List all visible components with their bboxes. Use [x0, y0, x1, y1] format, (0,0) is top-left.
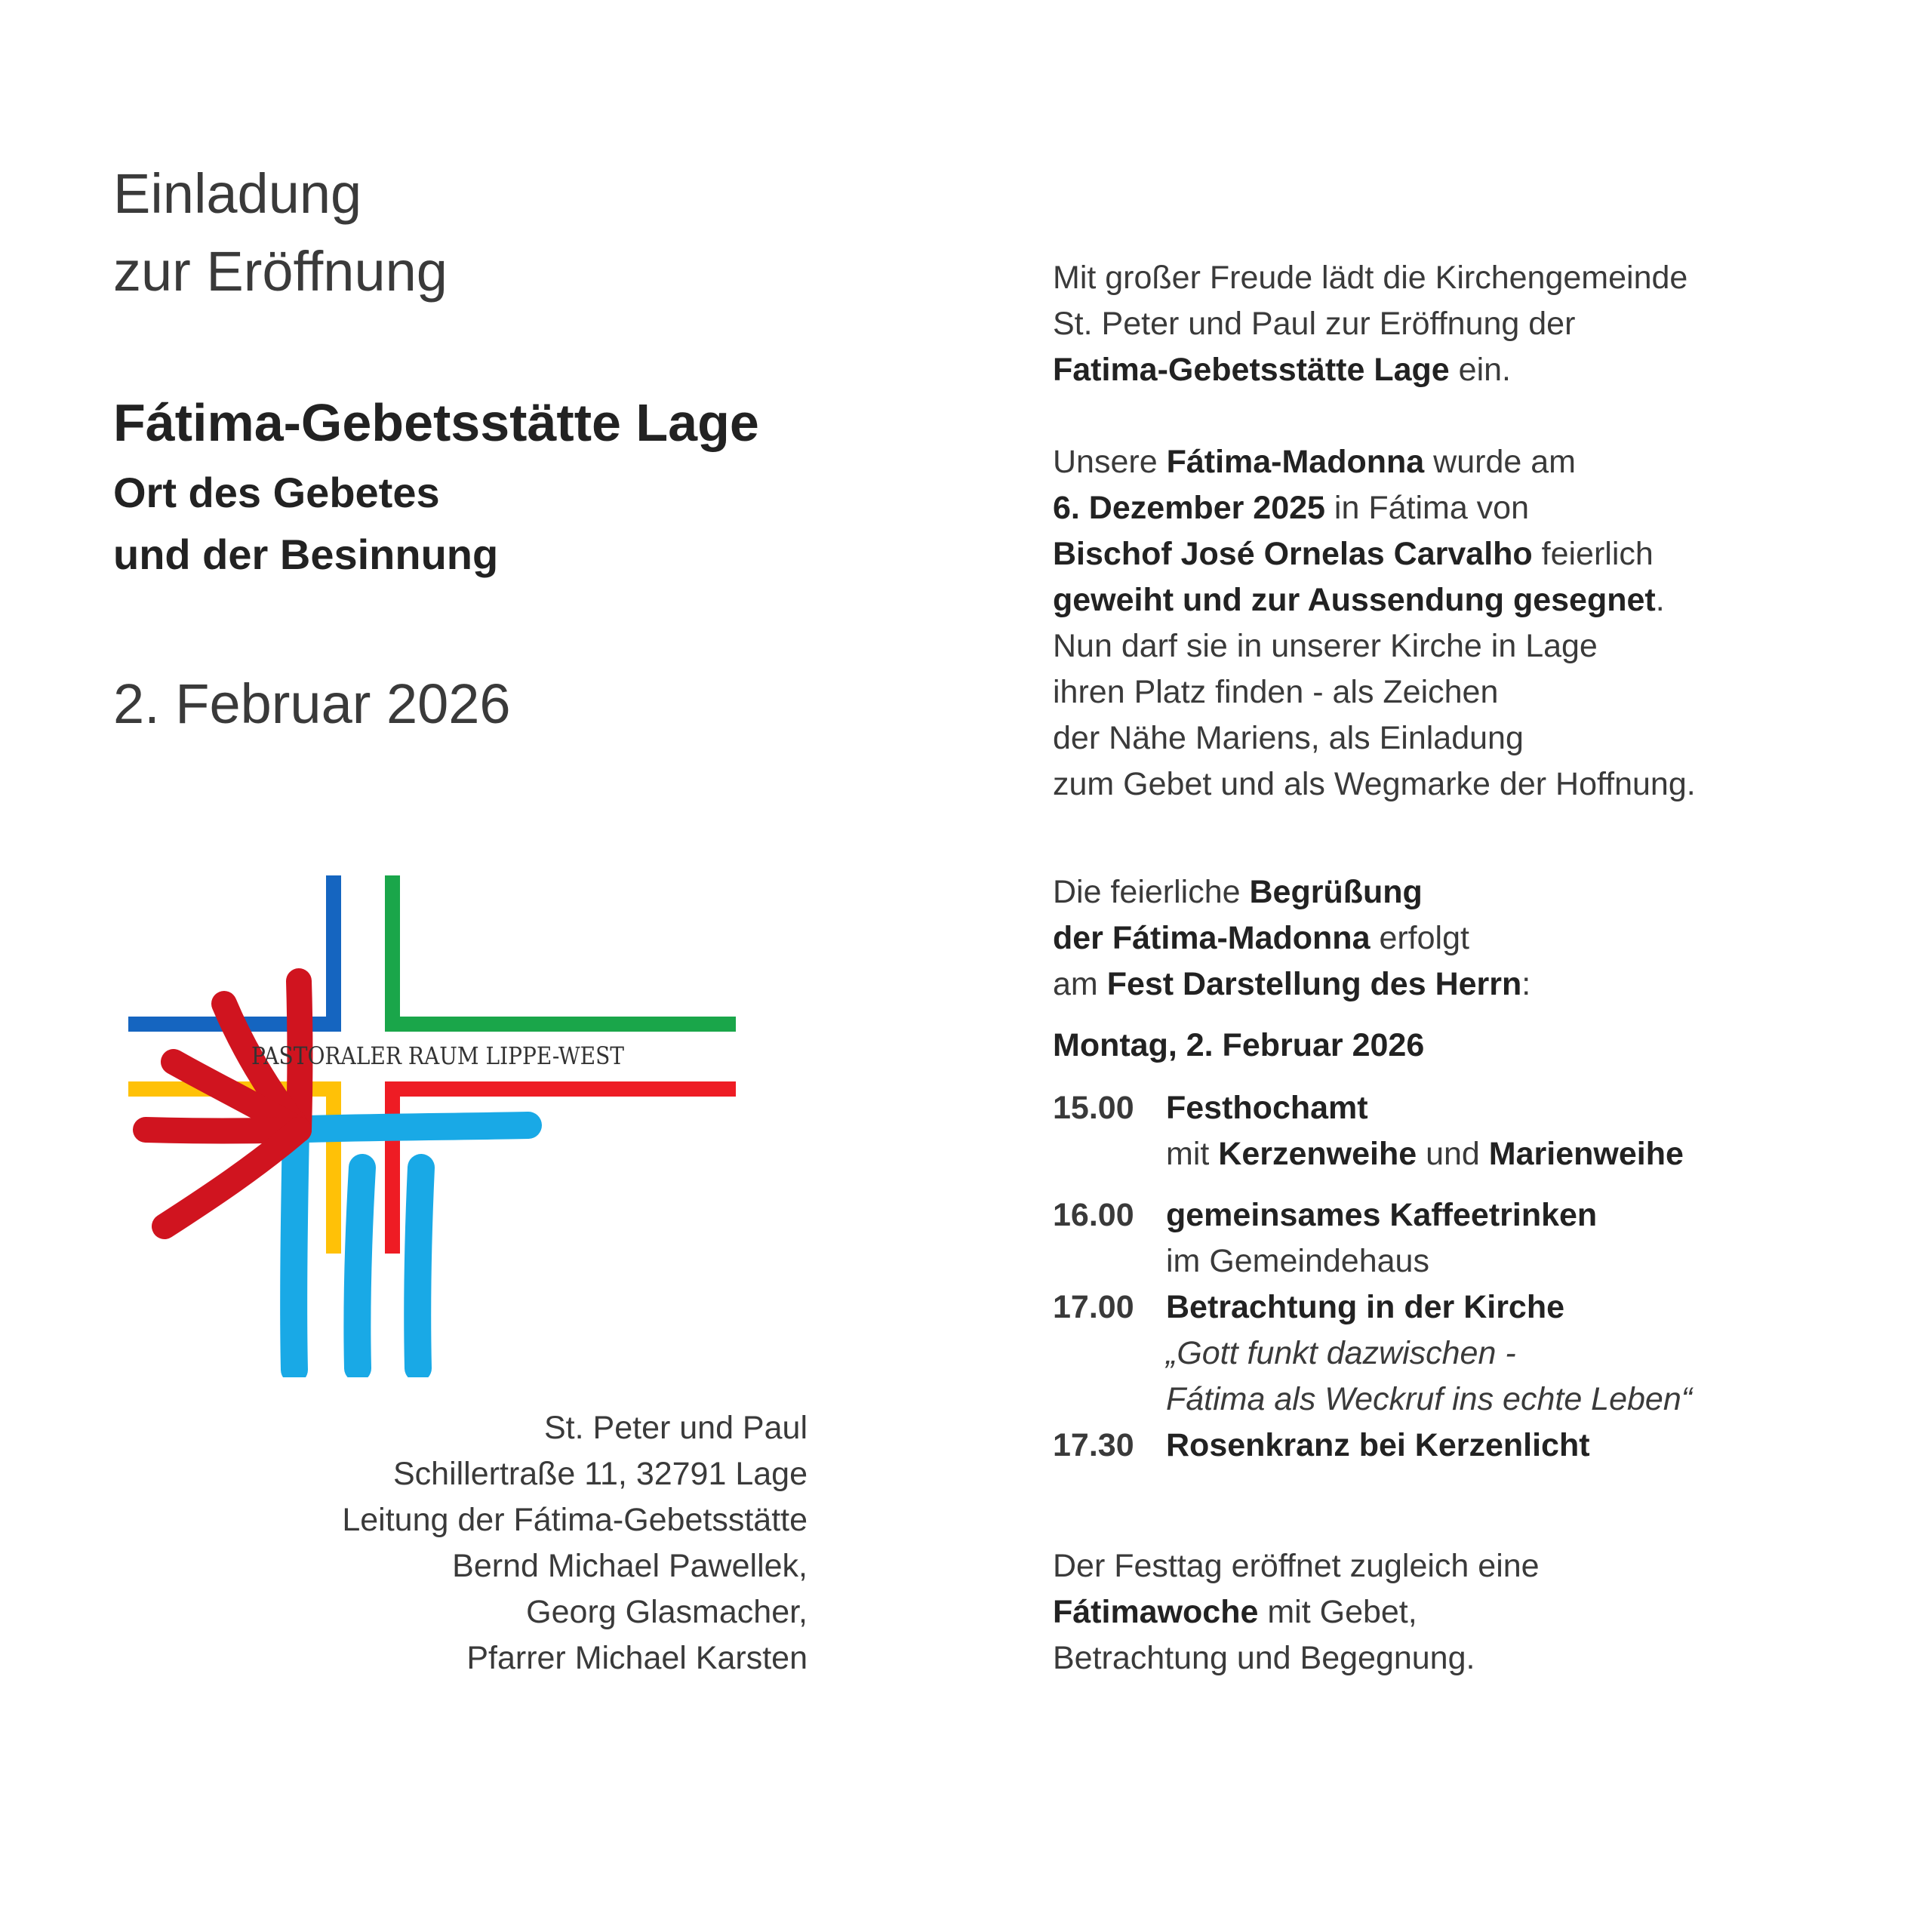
- schedule-title: [1166, 1284, 1692, 1331]
- week-line: [1053, 1589, 1540, 1635]
- schedule-title-text: Betrachtung in der Kirche: [1166, 1289, 1565, 1325]
- address-line: Bernd Michael Pawellek,: [452, 1548, 808, 1584]
- schedule-body: [1166, 1423, 1590, 1469]
- event-date: 2. Februar 2026: [113, 672, 511, 735]
- subtitle-line: Ort des Gebetes: [113, 469, 440, 516]
- welcome-bold: Begrüßung: [1249, 874, 1423, 910]
- schedule-title-text: gemeinsames Kaffeetrinken: [1166, 1197, 1598, 1233]
- schedule-title-text: Rosenkranz bei Kerzenlicht: [1166, 1427, 1590, 1463]
- address-line: Pfarrer Michael Karsten: [466, 1640, 808, 1676]
- schedule-title-text: Festhochamt: [1166, 1090, 1368, 1126]
- intro-line: [1053, 347, 1687, 393]
- intro-bold: Fatima-Gebetsstätte Lage: [1053, 352, 1450, 388]
- schedule-quote-text: Fátima als Weckruf ins echte Leben“: [1166, 1381, 1693, 1417]
- schedule-time: 17.00: [1053, 1289, 1134, 1325]
- madonna-line: zum Gebet und als Wegmarke der Hoffnung.: [1053, 766, 1696, 802]
- schedule-quote-text: „Gott funkt dazwischen -: [1166, 1335, 1516, 1371]
- address-line: Georg Glasmacher,: [526, 1594, 808, 1630]
- madonna-text: in Fátima von: [1324, 490, 1530, 526]
- schedule-title: [1166, 1192, 1597, 1238]
- contact-address: [342, 1405, 808, 1681]
- madonna-line: [1053, 531, 1696, 577]
- welcome-line: [1053, 869, 1531, 915]
- schedule-quote: [1166, 1377, 1692, 1423]
- welcome-line: [1053, 961, 1531, 1008]
- place-title: Fátima-Gebetsstätte Lage: [113, 393, 759, 452]
- pastoral-area-logo: [128, 849, 747, 1377]
- schedule-detail-text: und: [1417, 1136, 1489, 1172]
- madonna-bold: 6. Dezember 2025: [1053, 490, 1325, 526]
- schedule-body: [1166, 1284, 1692, 1423]
- madonna-bold: geweiht und zur Aussendung gesegnet: [1053, 582, 1656, 618]
- logo-green-bracket: [392, 875, 736, 1024]
- madonna-bold: Bischof José Ornelas Carvalho: [1053, 536, 1533, 572]
- logo-sky-stroke-2: [357, 1168, 362, 1368]
- schedule-detail: im Gemeindehaus: [1166, 1243, 1429, 1279]
- schedule-title: [1166, 1085, 1684, 1131]
- invitation-line: zur Eröffnung: [113, 240, 448, 303]
- logo-sky-stroke-3: [417, 1168, 421, 1368]
- logo-red-ray-4: [165, 1130, 299, 1226]
- madonna-text: Unsere: [1053, 444, 1167, 480]
- place-subtitle: [113, 462, 498, 586]
- welcome-text: :: [1521, 966, 1531, 1002]
- welcome-line: [1053, 915, 1531, 961]
- logo-text: PASTORALER RAUM LIPPE-WEST: [251, 1041, 625, 1070]
- schedule-title: [1166, 1423, 1590, 1469]
- madonna-line: der Nähe Mariens, als Einladung: [1053, 720, 1524, 756]
- intro-line: St. Peter und Paul zur Eröffnung der: [1053, 306, 1576, 342]
- welcome-paragraph: [1053, 869, 1531, 1008]
- logo-sky-stroke-1: [294, 1130, 296, 1370]
- madonna-line: [1053, 485, 1696, 531]
- week-line: Betrachtung und Begegnung.: [1053, 1640, 1475, 1676]
- madonna-line: Nun darf sie in unserer Kirche in Lage: [1053, 628, 1598, 664]
- madonna-line: ihren Platz finden - als Zeichen: [1053, 674, 1499, 710]
- schedule-time: 16.00: [1053, 1197, 1134, 1233]
- week-bold: Fátimawoche: [1053, 1594, 1259, 1630]
- schedule-detail: [1166, 1131, 1684, 1177]
- schedule-body: [1166, 1085, 1684, 1177]
- subtitle-line: und der Besinnung: [113, 531, 499, 578]
- invitation-line: Einladung: [113, 162, 362, 225]
- invitation-heading: [113, 155, 448, 310]
- welcome-bold: der Fátima-Madonna: [1053, 920, 1371, 956]
- address-line: Leitung der Fátima-Gebetsstätte: [342, 1502, 808, 1538]
- intro-text: ein.: [1449, 352, 1511, 388]
- schedule-time: 15.00: [1053, 1090, 1134, 1126]
- welcome-text: am: [1053, 966, 1107, 1002]
- address-line: St. Peter und Paul: [544, 1410, 808, 1446]
- intro-line: Mit großer Freude lädt die Kirchengemeinde: [1053, 260, 1688, 296]
- madonna-paragraph: [1053, 439, 1696, 808]
- madonna-text: feierlich: [1532, 536, 1654, 572]
- week-line: Der Festtag eröffnet zugleich eine: [1053, 1548, 1540, 1584]
- schedule-detail-bold: Marienweihe: [1488, 1136, 1684, 1172]
- madonna-line: [1053, 439, 1696, 485]
- address-line: Schillertraße 11, 32791 Lage: [392, 1456, 808, 1492]
- week-text: mit Gebet,: [1258, 1594, 1417, 1630]
- welcome-bold: Fest Darstellung des Herrn: [1106, 966, 1522, 1002]
- welcome-text: erfolgt: [1370, 920, 1469, 956]
- schedule-detail-text: mit: [1166, 1136, 1219, 1172]
- madonna-line: [1053, 577, 1696, 623]
- madonna-bold: Fátima-Madonna: [1166, 444, 1425, 480]
- madonna-text: wurde am: [1424, 444, 1576, 480]
- madonna-text: .: [1655, 582, 1665, 618]
- intro-paragraph: [1053, 255, 1687, 393]
- schedule-quote: [1166, 1331, 1692, 1377]
- schedule-detail-bold: Kerzenweihe: [1218, 1136, 1417, 1172]
- logo-red-ray-3: [146, 1130, 299, 1131]
- schedule-body: [1166, 1192, 1597, 1284]
- week-paragraph: [1053, 1543, 1540, 1681]
- schedule-date: Montag, 2. Februar 2026: [1053, 1027, 1425, 1063]
- schedule-time: 17.30: [1053, 1427, 1134, 1463]
- logo-sky-horizontal: [283, 1125, 528, 1130]
- welcome-text: Die feierliche: [1053, 874, 1250, 910]
